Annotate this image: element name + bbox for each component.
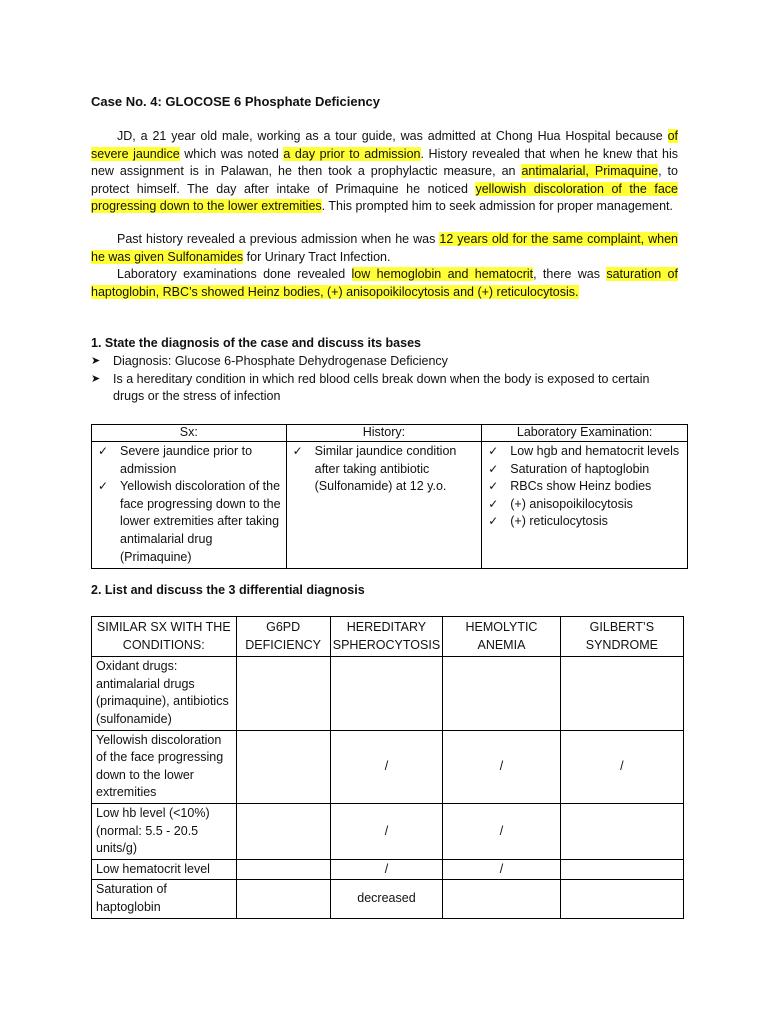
- row-label: Low hb level (<10%) (normal: 5.5 - 20.5 units/g): [92, 803, 237, 859]
- list-item: ✓ Severe jaundice prior to admission: [98, 444, 253, 476]
- header-lab: Laboratory Examination:: [482, 425, 688, 442]
- case-paragraph-2: Past history revealed a previous admission when he was 12 years old for the same complaint, when he was given Sulfonamides for Urinary Tract Infection.: [91, 232, 678, 264]
- table-cell: [560, 803, 683, 859]
- list-item: ✓ Yellowish discoloration of the face progressing down to the lower extremities after taking antimalarial drug (Primaquine): [98, 479, 281, 564]
- header-sx: Sx:: [92, 425, 287, 442]
- highlight: yellowish discoloration of the face progressing down to the lower extremities: [91, 181, 678, 214]
- arrow-icon: ➤: [91, 355, 101, 367]
- table-cell: [443, 657, 561, 730]
- bullet-item: ➤ Diagnosis: Glucose 6-Phosphate Dehydrogenase Deficiency: [91, 353, 681, 371]
- table-cell: [560, 859, 683, 880]
- arrow-icon: ➤: [91, 372, 101, 385]
- table-cell: /: [443, 803, 561, 859]
- header-hemolytic-anemia: HEMOLYTIC ANEMIA: [443, 617, 561, 657]
- table-cell: decreased: [330, 880, 442, 918]
- table-cell: /: [443, 859, 561, 880]
- table-row: [92, 859, 684, 880]
- table-row: [92, 803, 684, 859]
- highlight: saturation of haptoglobin, RBC’s showed Heinz bodies, (+) anisopoikilocytosis and (+) reticulocytosis.: [91, 267, 678, 299]
- table-cell: [236, 880, 330, 918]
- table-row: [92, 730, 684, 803]
- check-icon: ✓: [488, 479, 499, 494]
- row-label: Oxidant drugs: antimalarial drugs (primaquine), antibiotics (sulfonamide): [92, 657, 237, 730]
- table-cell: [236, 859, 330, 880]
- check-icon: ✓: [488, 496, 499, 511]
- list-item: ✓ Low hgb and hematocrit levels: [488, 443, 685, 461]
- table-cell: [236, 730, 330, 803]
- table-cell: /: [330, 730, 442, 803]
- table-cell: [236, 803, 330, 859]
- highlight: antimalarial, Primaquine: [521, 164, 659, 179]
- highlight: 12 years old for the same complaint, when he was given Sulfonamides: [91, 232, 678, 264]
- check-icon: ✓: [488, 444, 499, 458]
- list-item: ✓ Saturation of haptoglobin: [488, 461, 685, 479]
- table-cell: /: [330, 803, 442, 859]
- header-spherocytosis: HEREDITARY SPHEROCYTOSIS: [330, 617, 442, 657]
- check-icon: ✓: [292, 444, 303, 458]
- list-item: ✓ (+) reticulocytosis: [488, 513, 685, 531]
- question-2: 2. List and discuss the 3 differential diagnosis: [91, 583, 365, 597]
- case-title: Case No. 4: GLOCOSE 6 Phosphate Deficiency: [91, 94, 380, 109]
- diagnosis-bullets: [91, 353, 681, 406]
- highlight: a day prior to admission: [283, 146, 421, 161]
- bullet-item: ➤ Is a hereditary condition in which red blood cells break down when the body is exposed to certain drugs or the stress of infection: [91, 371, 650, 404]
- table-cell: /: [560, 730, 683, 803]
- table-cell: [330, 657, 442, 730]
- table-row: [92, 880, 684, 918]
- differential-table: [91, 616, 684, 919]
- lab-cell: [482, 442, 688, 569]
- table-row: [92, 657, 684, 730]
- row-label: Yellowish discoloration of the face progressing down to the lower extremities: [92, 730, 237, 803]
- table-cell: [560, 657, 683, 730]
- table-cell: /: [443, 730, 561, 803]
- row-label: Low hematocrit level: [92, 859, 237, 880]
- question-1: 1. State the diagnosis of the case and discuss its bases: [91, 336, 421, 350]
- header-similar-sx: SIMILAR SX WITH THE CONDITIONS:: [92, 617, 237, 657]
- table-cell: [560, 880, 683, 918]
- check-icon: ✓: [488, 514, 499, 529]
- highlight: of severe jaundice: [91, 129, 678, 161]
- check-icon: ✓: [98, 444, 109, 458]
- sx-cell: [92, 442, 287, 569]
- table-row: [92, 442, 688, 569]
- check-icon: ✓: [98, 479, 109, 494]
- table-header-row: [92, 617, 684, 657]
- row-label: Saturation of haptoglobin: [92, 880, 237, 918]
- list-item: ✓ Similar jaundice condition after taking antibiotic (Sulfonamide) at 12 y.o.: [292, 444, 457, 494]
- list-item: ✓ (+) anisopoikilocytosis: [488, 496, 685, 514]
- case-paragraph-1: JD, a 21 year old male, working as a tour guide, was admitted at Chong Hua Hospital because of severe jaundice which was noted a day prior to admission. History revealed that when he knew that his new assignment is in Palawan, he then took a prophylactic measure, an antimalarial, Primaquine, to protect himself. The day after intake of Primaquine he noticed yellowish discoloration of the face progressing down to the lower extremities. This prompted him to seek admission for proper management.: [91, 129, 679, 214]
- list-item: ✓ RBCs show Heinz bodies: [488, 478, 685, 496]
- check-icon: ✓: [488, 461, 499, 476]
- case-paragraph-3: Laboratory examinations done revealed low hemoglobin and hematocrit, there was saturation of haptoglobin, RBC’s showed Heinz bodies, (+) anisopoikilocytosis and (+) reticulocytosis.: [91, 267, 678, 299]
- table-cell: [236, 657, 330, 730]
- table-cell: [443, 880, 561, 918]
- header-gilberts: GILBERT’S SYNDROME: [560, 617, 683, 657]
- highlight: low hemoglobin and hematocrit: [351, 267, 534, 281]
- table-header-row: [92, 425, 688, 442]
- table-cell: /: [330, 859, 442, 880]
- header-g6pd: G6PD DEFICIENCY: [236, 617, 330, 657]
- header-history: History:: [286, 425, 482, 442]
- history-cell: [286, 442, 482, 569]
- bases-table: [91, 424, 688, 569]
